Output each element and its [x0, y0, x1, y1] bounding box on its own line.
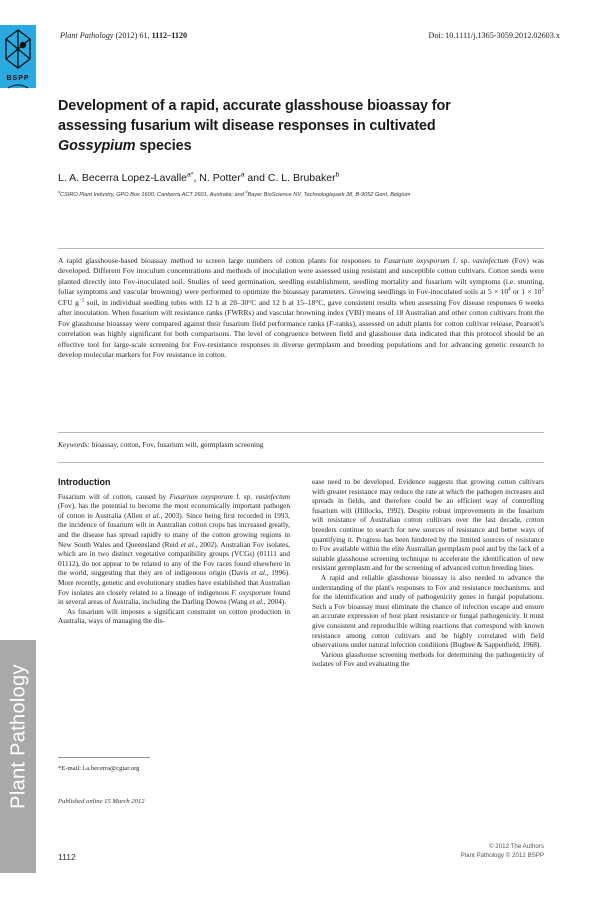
- abstract-run-2: f. sp.: [449, 256, 473, 265]
- journal-title-band: [0, 640, 36, 873]
- bspp-emblem-dot: [20, 42, 26, 48]
- abstract-run-3: (Fov) was developed. Different Fov inoculum concentrations and methods of inoculation were assessed using resistant and susceptible cotton cultivars. Cotton seeds were planted directly into Fov-inoculated soil. Studies of seed germination, seedling establishment, seedling mortality and fusarium wilt symptoms (i.e. stunting, foliar symptoms and vascular browning) were performed to optimize the bioassay parameters. Growing seedlings in Fov-inoculated soils at 5 × 10: [58, 256, 544, 297]
- title-line-1: Development of a rapid, accurate glasshouse bioassay for: [58, 98, 451, 114]
- affil-mark-a: a: [58, 190, 61, 195]
- italic-term: vasinfectum: [255, 492, 290, 501]
- abstract-exponent-2: 5: [541, 287, 545, 293]
- title-genus: Gossypium: [58, 138, 136, 154]
- bspp-logo-text: BSPP: [6, 75, 30, 82]
- bspp-swoosh-icon: [8, 83, 28, 89]
- text-run: ease need to be developed. Evidence suggests that growing cotton cultivars with greater resistance may reduce the rate at which the pathogen increases and spreads in fields, and therefore could be an efficient way of controlling fusarium wilt (Hillocks, 1992). Despite robust improvements in the fusarium wilt resistance of Australian cotton cultivars over the last decade, cotton breeders continue to search for new sources of resistance and better ways of quantifying it. Progress has been hindered by the limited sources of resistance to Fov available within the elite Australian germplasm pool and by the lack of a suitable glasshouse screening technique to accelerate the identification of new resistant germplasm and for the screening of advanced cotton breeding lines.: [312, 478, 544, 573]
- text-run: A rapid and reliable glasshouse bioassay is also needed to advance the understanding of the plant's responses to Fov and resistance mechanisms, and for the identification and study of pathogenicity genes in fungal populations. Such a Fov bioassay must eliminate the chance of infection escape and ensure an accurate expression of host plant resistance or fungal pathogenicity. It must give consistent and reproducible wilting reactions that correspond with known resistance among cotton cultivars and be highly correlated with field observations under natural infection conditions (Bugbee & Sappenfield, 1968).: [312, 573, 544, 650]
- author-2-affil-mark: a: [240, 171, 245, 179]
- divider-below-keywords: [58, 462, 544, 463]
- corresponding-author-footnote: [58, 764, 290, 773]
- body-paragraph: [312, 651, 544, 670]
- affil-mark-b: b: [245, 190, 248, 195]
- keywords-value: bioassay, cotton, Fov, fusarium wilt, germplasm screening: [89, 440, 264, 449]
- body-paragraph: [58, 493, 290, 608]
- affiliations: [58, 191, 544, 200]
- text-run: , 2002). Australian Fov isolates, which are in two distinct vegetative compatibility groups (VCGs) (01111 and 01112), do not appear to be related to any of the Fov races found elsewhere in the world, suggesting that they are of indigenous origin (Davis: [58, 540, 290, 578]
- italic-term: et al.: [251, 569, 267, 578]
- italic-term: et al.: [180, 540, 196, 549]
- author-1: L. A. Becerra Lopez-Lavalle: [58, 172, 187, 184]
- author-2: , N. Potter: [193, 172, 241, 184]
- divider-below-abstract: [58, 432, 544, 433]
- column-left: [58, 478, 290, 627]
- body-paragraph: [58, 608, 290, 627]
- body-paragraph: [312, 574, 544, 651]
- bspp-logo: [0, 25, 36, 88]
- left-column-paragraphs: [58, 493, 290, 627]
- body-paragraph: [312, 478, 544, 574]
- text-run: , 2003). Since being first recorded in 1993, the incidence of fusarium wilt in Australian cotton crops has increased greatly, and the disease has spread rapidly to many of the cotton growing regions in New South Wales and Queensland (Reid: [58, 511, 290, 549]
- footnote-divider: [58, 757, 150, 758]
- running-head-year-volume: (2012) 61,: [115, 31, 150, 40]
- italic-term: F. oxysporum: [231, 588, 271, 597]
- abstract-run-1: A rapid glasshouse-based bioassay method to screen large numbers of cotton plants for responses to: [58, 256, 384, 265]
- text-run: , 2004).: [263, 598, 287, 607]
- footnote-email-label: E-mail:: [61, 765, 83, 772]
- footnote-mark: *: [58, 765, 62, 772]
- page-title: [58, 96, 544, 156]
- italic-term: et al.: [145, 511, 161, 520]
- italic-term: et al.: [249, 598, 264, 607]
- journal-title-vertical: Plant Pathology: [7, 664, 30, 809]
- abstract-exponent-3: −1: [78, 298, 85, 304]
- footnote-email-address[interactable]: l.a.becerra@cgiar.org: [82, 765, 140, 772]
- text-run: , 1996). More recently, genetic and evolutionary studies have established that Australian Fov isolates are closely related to a lineage of indigenous: [58, 569, 290, 597]
- abstract-f-rank: F: [329, 318, 334, 328]
- abstract-run-6: soil, in individual seedling tubes with 12 h at 28–30°C and 12 h at 15–18°C, gave consistent results when assessing Fov disease responses 6 weeks after inoculation. When fusarium wilt resistance ranks (FWRRs) and vascular browning index (VBI) means of 18 Australian and other cotton cultivars from the Fov glasshouse bioassay were compared against their fusarium field performance ranks (: [58, 297, 545, 328]
- abstract-run-7: -ranks), assessed on adult plants for cotton cultivar release, Pearson's correlation was highly significant for both comparisons. The level of congruence between field and glasshouse data indicated that this protocol should be an effective tool for large-scale screening for Fov-resistance responses in diverse germplasm and breeding populations and for advancing genetic research to develop molecular markers for Fov resistance in cotton.: [58, 318, 544, 360]
- section-heading-introduction: Introduction: [58, 477, 111, 487]
- author-3: and C. L. Brubaker: [244, 172, 336, 184]
- text-run: f. sp.: [232, 492, 256, 501]
- abstract-text: [58, 256, 544, 361]
- text-run: (Fov), has the potential to become the most economically important pathogen of cotton in Australia (Allen: [58, 502, 290, 520]
- title-line-2: assessing fusarium wilt disease responses in cultivated: [58, 118, 436, 134]
- running-head-journal: Plant Pathology: [60, 31, 114, 40]
- copyright-line-2: Plant Pathology © 2012 BSPP: [460, 852, 544, 860]
- text-run: As fusarium wilt imposes a significant constraint on cotton production in Australia, ways of managing the dis-: [58, 607, 290, 626]
- italic-term: Fusarium oxysporum: [169, 492, 233, 501]
- doi-text: Doi: 10.1111/j.1365-3059.2012.02603.x: [428, 31, 560, 40]
- author-1-affil-mark: a*: [187, 171, 194, 179]
- keywords: [58, 440, 544, 450]
- running-head-page-range: 1112–1120: [151, 31, 188, 40]
- abstract-run-5: CFU g: [58, 297, 79, 307]
- abstract-species-1: Fusarium oxysporum: [383, 256, 450, 265]
- divider-above-abstract: [58, 248, 544, 249]
- abstract-species-2: vasinfectum: [472, 256, 509, 265]
- abstract-run-4: or 1 × 10: [510, 287, 542, 297]
- copyright-line-1: © 2012 The Authors: [488, 843, 544, 850]
- author-list: [58, 172, 544, 184]
- text-run: Fusarium wilt of cotton, caused by: [58, 492, 170, 501]
- affiliation-b: Bayer BioScience NV, Technologiepark 38, B-9052 Gent, Belgium: [247, 192, 411, 198]
- right-column-paragraphs: [312, 478, 544, 670]
- copyright-block: [324, 842, 544, 861]
- text-run: Various glasshouse screening methods for determining the pathogenicity of isolates of Fov and evaluating the: [312, 650, 544, 669]
- abstract-exponent-1: 4: [508, 287, 511, 293]
- affiliation-a: CSIRO Plant Industry, GPO Box 1600, Canberra ACT 2601, Australia; and: [60, 192, 246, 198]
- column-right: [312, 478, 544, 670]
- author-3-affil-mark: b: [335, 171, 340, 179]
- title-line-3-tail: species: [135, 138, 192, 154]
- page-number: 1112: [58, 852, 76, 862]
- running-head: [60, 31, 560, 43]
- bspp-emblem-icon: [3, 28, 33, 74]
- keywords-label: Keywords:: [58, 440, 90, 449]
- published-online-date: Published online 15 March 2012: [58, 798, 145, 805]
- text-run: found in several areas of Australia, including the Darling Downs (Wang: [58, 588, 290, 607]
